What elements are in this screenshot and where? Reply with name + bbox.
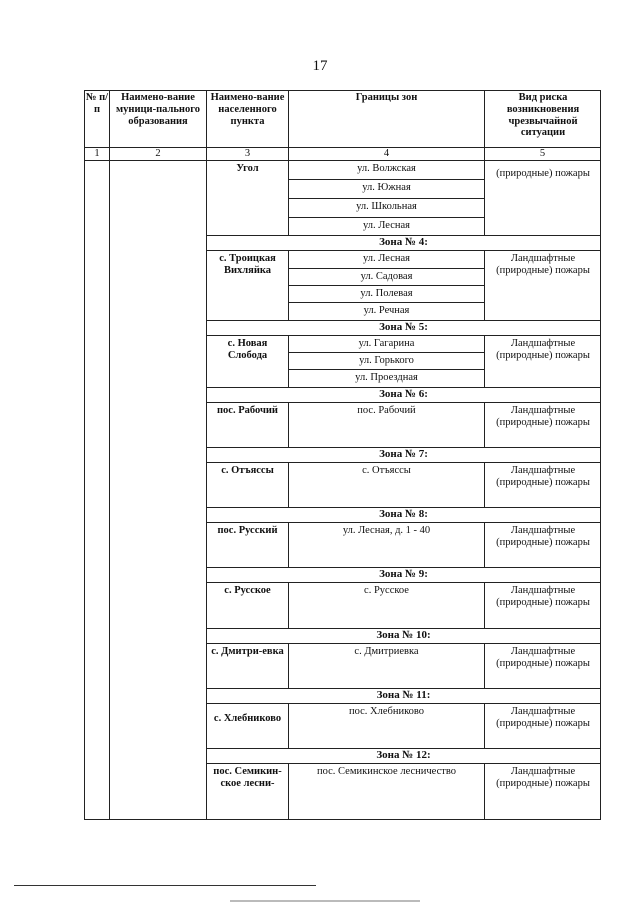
zone11-title-bottom xyxy=(206,703,601,704)
zone4-street-line-3 xyxy=(288,302,484,303)
zone4-street-1: ул. Лесная xyxy=(362,253,411,264)
zone5-street-line-2 xyxy=(288,369,484,370)
col-number-1: 1 xyxy=(94,148,100,159)
zone8-boundary: ул. Лесная, д. 1 - 40 xyxy=(342,525,431,536)
table-border-bottom xyxy=(84,819,601,820)
block0-street-3: ул. Школьная xyxy=(356,201,417,212)
zone4-street-line-1 xyxy=(288,268,484,269)
footnote-separator xyxy=(14,885,316,886)
zone11-risk: Ландшафтные (природные) пожары xyxy=(496,706,590,729)
zone8-divider-b xyxy=(484,522,485,567)
zone4-street-3: ул. Полевая xyxy=(360,288,413,299)
zone6-boundary: пос. Рабочий xyxy=(357,405,416,416)
zone10-title-bottom xyxy=(206,643,601,644)
numbers-row-line xyxy=(84,160,601,161)
table-border-left xyxy=(84,90,85,820)
zone4-divider-b xyxy=(484,250,485,320)
zone10-divider-b xyxy=(484,643,485,688)
zone6-title: Зона № 6: xyxy=(379,388,428,400)
zone8-settlement: пос. Русский xyxy=(217,525,278,536)
zone9-boundary: с. Русское xyxy=(364,585,409,596)
zone12-settlement: пос. Семикин-ское лесни- xyxy=(213,766,282,789)
zone11-title: Зона № 11: xyxy=(376,689,431,701)
zone7-risk: Ландшафтные (природные) пожары xyxy=(496,465,590,488)
zone9-divider-b xyxy=(484,582,485,628)
zone10-settlement: с. Дмитри-евка xyxy=(211,646,284,657)
zone6-settlement: пос. Рабочий xyxy=(217,405,278,416)
block0-street-1: ул. Волжская xyxy=(357,163,416,174)
zone6-title-bottom xyxy=(206,402,601,403)
header-municipality: Наимено-вание муници-пального образования xyxy=(116,92,200,127)
zone12-title-bottom xyxy=(206,763,601,764)
zone7-settlement: с. Отъяссы xyxy=(221,465,274,476)
zone4-settlement: с. Троицкая Вихляйка xyxy=(219,253,276,276)
zone5-street-line-1 xyxy=(288,352,484,353)
zone6-risk: Ландшафтные (природные) пожары xyxy=(496,405,590,428)
zone7-boundary: с. Отъяссы xyxy=(362,465,411,476)
zone4-street-2: ул. Садовая xyxy=(360,271,413,282)
table-border-top xyxy=(84,90,601,91)
zone8-title-bottom xyxy=(206,522,601,523)
header-zone-boundaries: Границы зон xyxy=(355,92,418,103)
zone8-title: Зона № 8: xyxy=(379,508,428,520)
zone4-title: Зона № 4: xyxy=(379,236,428,248)
zone11-settlement: с. Хлебниково xyxy=(213,713,282,724)
block0-street-line-2 xyxy=(288,198,484,199)
zone7-title-bottom xyxy=(206,462,601,463)
zone7-title: Зона № 7: xyxy=(379,448,428,460)
zone5-street-3: ул. Проездная xyxy=(355,372,418,383)
zone4-risk: Ландшафтные (природные) пожары xyxy=(496,253,590,276)
zone5-title-bottom xyxy=(206,335,601,336)
zone9-title: Зона № 9: xyxy=(379,568,428,580)
col-number-5: 5 xyxy=(539,148,546,159)
zone5-title: Зона № 5: xyxy=(379,321,428,333)
zone10-boundary: с. Дмитриевка xyxy=(354,646,419,657)
zone5-divider-b xyxy=(484,335,485,387)
zone12-title: Зона № 12: xyxy=(376,749,431,761)
body-divider-settlement xyxy=(206,160,207,820)
zone11-divider-b xyxy=(484,703,485,748)
scan-artifact xyxy=(230,900,420,902)
zone6-divider-b xyxy=(484,402,485,447)
zone9-title-bottom xyxy=(206,582,601,583)
block0-risk: (природные) пожары xyxy=(496,168,590,179)
zone4-street-line-2 xyxy=(288,285,484,286)
zone5-risk: Ландшафтные (природные) пожары xyxy=(496,338,590,361)
block0-street-line-1 xyxy=(288,179,484,180)
block0-street-line-3 xyxy=(288,217,484,218)
zone12-divider-b xyxy=(484,763,485,820)
block0-street-4: ул. Лесная xyxy=(362,220,411,231)
header-settlement: Наимено-вание населенного пункта xyxy=(210,92,285,127)
zone8-risk: Ландшафтные (природные) пожары xyxy=(496,525,590,548)
header-no: № п/п xyxy=(85,92,109,115)
zone11-boundary: пос. Хлебниково xyxy=(348,706,425,717)
zone5-street-2: ул. Горького xyxy=(359,355,414,366)
zones-table xyxy=(84,90,601,820)
zone10-title: Зона № 10: xyxy=(376,629,431,641)
block0-street-2: ул. Южная xyxy=(362,182,411,193)
header-risk-type: Вид риска возникновения чрезвычайной ситуации xyxy=(506,92,580,139)
zone5-settlement: с. Новая Слобода xyxy=(227,338,268,361)
col-divider-1 xyxy=(109,90,110,820)
zone4-street-4: ул. Речная xyxy=(363,305,410,316)
page-number: 17 xyxy=(312,58,328,74)
zone9-settlement: с. Русское xyxy=(224,585,271,596)
zone7-divider-b xyxy=(484,462,485,507)
col-number-4: 4 xyxy=(383,148,390,159)
zone10-risk: Ландшафтные (природные) пожары xyxy=(496,646,590,669)
zone4-title-bottom xyxy=(206,250,601,251)
col-number-2: 2 xyxy=(155,148,161,159)
block0-settlement: Угол xyxy=(236,163,259,174)
zone12-risk: Ландшафтные (природные) пожары xyxy=(496,766,590,789)
zone12-boundary: пос. Семикинское лесничество xyxy=(317,766,456,777)
block0-divider-b xyxy=(484,160,485,235)
col-number-3: 3 xyxy=(244,148,251,159)
zone9-risk: Ландшафтные (природные) пожары xyxy=(496,585,590,608)
zone5-street-1: ул. Гагарина xyxy=(358,338,415,349)
